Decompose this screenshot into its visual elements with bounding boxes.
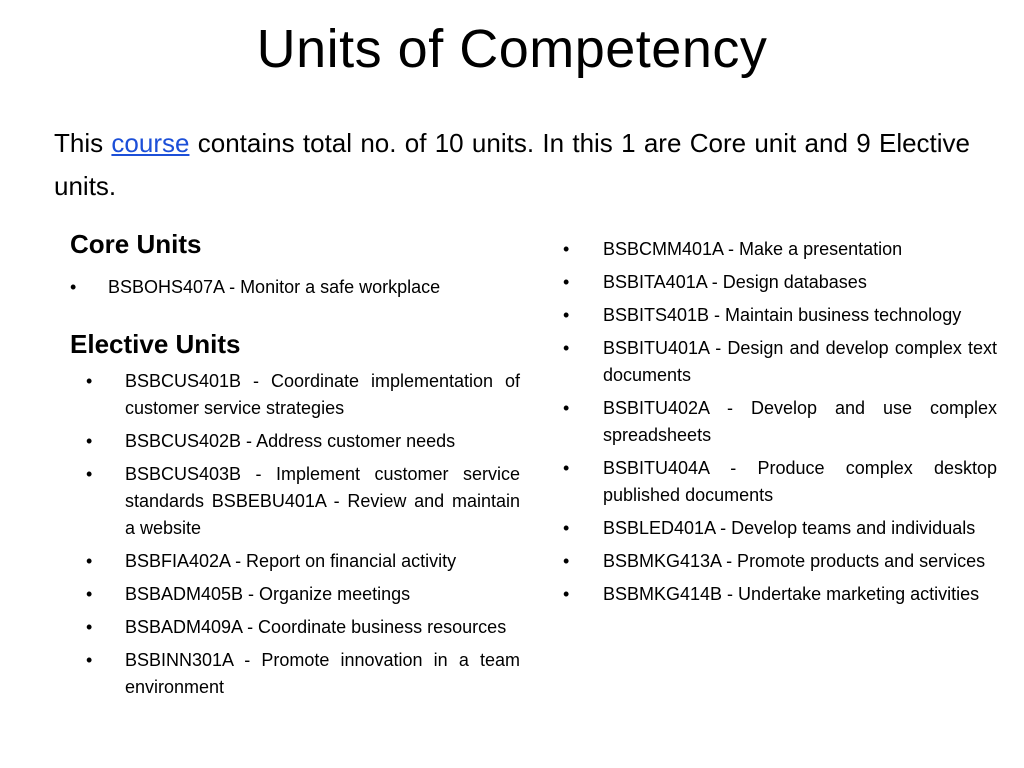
intro-paragraph [54,122,970,208]
elective-units-list-left [86,368,520,701]
core-units-list [70,274,520,300]
bullet-icon: • [86,617,93,637]
unit-list-item [86,647,520,701]
unit-text: BSBLED401A - Develop teams and individuals [603,518,976,538]
bullet-icon: • [86,371,93,391]
unit-text: BSBADM405B - Organize meetings [125,584,411,604]
unit-text: BSBINN301A - Promote innovation in a team environment [125,650,520,697]
bullet-icon: • [563,398,570,418]
unit-text: BSBITU401A - Design and develop complex text documents [603,338,997,385]
unit-list-item [86,581,520,608]
unit-text: BSBITU402A - Develop and use complex spreadsheets [603,398,997,445]
unit-list-item [563,269,997,296]
unit-list-item [563,455,997,509]
unit-text: BSBMKG413A - Promote products and services [603,551,986,571]
intro-text-after-link: contains total no. of 10 units. In this 1 are Core unit and 9 Elective units. [54,128,971,201]
unit-list-item [86,548,520,575]
bullet-icon: • [563,518,570,538]
unit-list-item [563,515,997,542]
left-column [70,226,520,707]
unit-list-item [563,548,997,575]
unit-text: BSBFIA402A - Report on financial activity [125,551,457,571]
unit-text: BSBITA401A - Design databases [603,272,867,292]
course-link[interactable]: course [111,128,190,158]
unit-list-item [563,236,997,263]
unit-list-item [86,428,520,455]
bullet-icon: • [563,458,570,478]
unit-text: BSBCUS401B - Coordinate implementation of customer service strategies [125,371,520,418]
unit-text: BSBADM409A - Coordinate business resources [125,617,507,637]
bullet-icon: • [70,277,77,297]
elective-units-list-right [563,236,997,608]
unit-text: BSBITU404A - Produce complex desktop published documents [603,458,997,505]
unit-list-item [563,395,997,449]
bullet-icon: • [86,551,93,571]
unit-text: BSBCMM401A - Make a presentation [603,239,903,259]
bullet-icon: • [86,584,93,604]
unit-text: BSBMKG414B - Undertake marketing activities [603,584,980,604]
unit-list-item [563,581,997,608]
bullet-icon: • [86,650,93,670]
unit-text: BSBCUS402B - Address customer needs [125,431,456,451]
unit-list-item [86,614,520,641]
core-units-heading: Core Units [70,229,202,259]
unit-text: BSBITS401B - Maintain business technology [603,305,962,325]
slide-title: Units of Competency [256,19,768,79]
unit-list-item [86,461,520,542]
bullet-icon: • [86,464,93,484]
bullet-icon: • [563,239,570,259]
bullet-icon: • [563,272,570,292]
unit-list-item [86,368,520,422]
unit-list-item [563,335,997,389]
unit-text: BSBCUS403B - Implement customer service standards BSBEBU401A - Review and maintain a website [125,464,520,538]
right-column [563,236,997,614]
unit-list-item [70,274,520,300]
unit-list-item [563,302,997,329]
intro-text-before-link: This [54,128,112,158]
bullet-icon: • [563,551,570,571]
elective-units-heading: Elective Units [70,329,241,359]
bullet-icon: • [563,584,570,604]
unit-text: BSBOHS407A - Monitor a safe workplace [108,277,441,297]
bullet-icon: • [563,305,570,325]
bullet-icon: • [86,431,93,451]
bullet-icon: • [563,338,570,358]
